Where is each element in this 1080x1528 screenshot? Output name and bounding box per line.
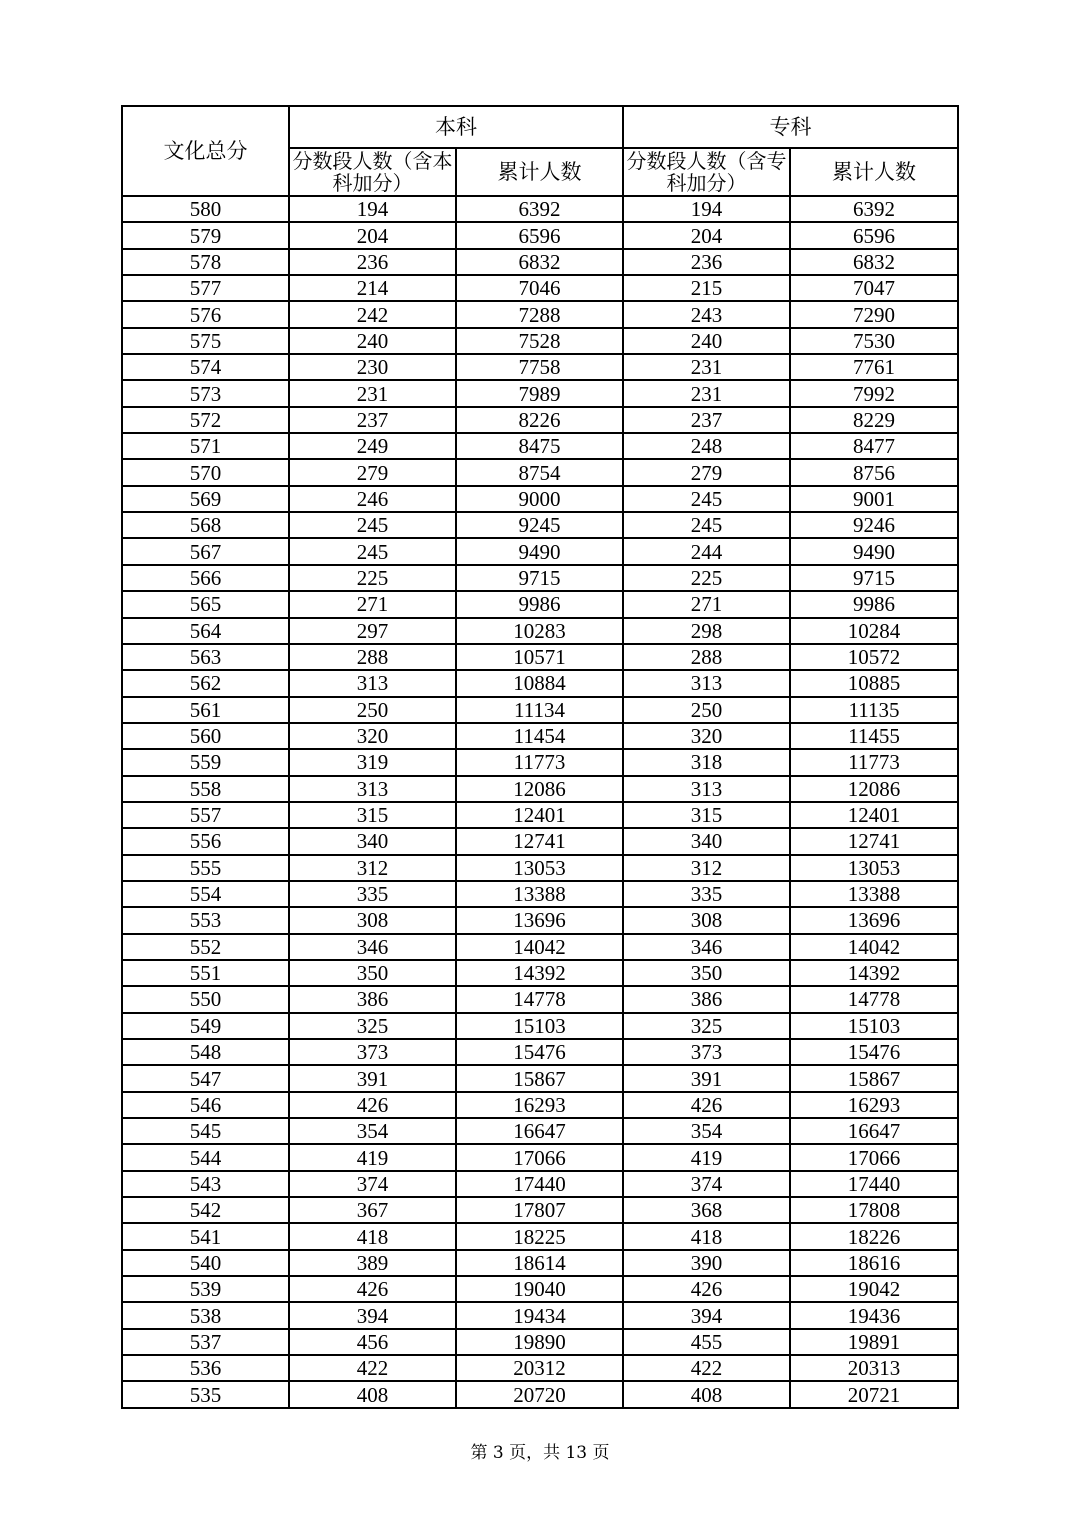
- table-row: [122, 1144, 958, 1170]
- page-footer: 第 3 页，共 13 页: [470, 1443, 610, 1463]
- cell-total-score: 557: [122, 802, 289, 828]
- cell-undergrad-cumulative: 9490: [456, 538, 623, 564]
- cell-undergrad-cumulative: 19040: [456, 1276, 623, 1302]
- cell-junior-cumulative: 8756: [790, 459, 958, 485]
- cell-junior-cumulative: 7047: [790, 275, 958, 301]
- cell-junior-cumulative: 7290: [790, 301, 958, 327]
- cell-undergrad-cumulative: 11454: [456, 723, 623, 749]
- cell-junior-segment: 288: [623, 644, 790, 670]
- cell-junior-cumulative: 7530: [790, 328, 958, 354]
- cell-junior-segment: 215: [623, 275, 790, 301]
- cell-undergrad-segment: 236: [289, 249, 456, 275]
- cell-junior-cumulative: 18616: [790, 1250, 958, 1276]
- cell-junior-segment: 245: [623, 486, 790, 512]
- cell-undergrad-cumulative: 14392: [456, 960, 623, 986]
- cell-junior-cumulative: 17808: [790, 1197, 958, 1223]
- cell-undergrad-segment: 297: [289, 618, 456, 644]
- cell-total-score: 574: [122, 354, 289, 380]
- cell-undergrad-cumulative: 11773: [456, 749, 623, 775]
- cell-undergrad-cumulative: 11134: [456, 697, 623, 723]
- cell-junior-cumulative: 18226: [790, 1223, 958, 1249]
- cell-junior-segment: 418: [623, 1223, 790, 1249]
- cell-junior-cumulative: 14042: [790, 934, 958, 960]
- cell-junior-segment: 231: [623, 354, 790, 380]
- cell-total-score: 537: [122, 1329, 289, 1355]
- cell-total-score: 549: [122, 1013, 289, 1039]
- cell-junior-segment: 422: [623, 1355, 790, 1381]
- table-row: [122, 855, 958, 881]
- table-row: [122, 196, 958, 222]
- table-row: [122, 1223, 958, 1249]
- cell-junior-cumulative: 9246: [790, 512, 958, 538]
- cell-undergrad-segment: 242: [289, 301, 456, 327]
- cell-junior-cumulative: 17066: [790, 1144, 958, 1170]
- cell-junior-segment: 237: [623, 407, 790, 433]
- cell-undergrad-segment: 325: [289, 1013, 456, 1039]
- cell-junior-segment: 313: [623, 776, 790, 802]
- cell-undergrad-cumulative: 17066: [456, 1144, 623, 1170]
- cell-junior-segment: 455: [623, 1329, 790, 1355]
- cell-total-score: 572: [122, 407, 289, 433]
- cell-junior-segment: 244: [623, 538, 790, 564]
- cell-undergrad-segment: 367: [289, 1197, 456, 1223]
- cell-junior-cumulative: 14778: [790, 986, 958, 1012]
- cell-total-score: 545: [122, 1118, 289, 1144]
- cell-undergrad-cumulative: 17807: [456, 1197, 623, 1223]
- cell-junior-cumulative: 19436: [790, 1302, 958, 1328]
- cell-junior-segment: 354: [623, 1118, 790, 1144]
- cell-undergrad-cumulative: 20312: [456, 1355, 623, 1381]
- cell-junior-segment: 313: [623, 670, 790, 696]
- table-row: [122, 776, 958, 802]
- table-row: [122, 1381, 958, 1407]
- table-row: [122, 1302, 958, 1328]
- cell-total-score: 570: [122, 459, 289, 485]
- table-row: [122, 697, 958, 723]
- cell-total-score: 560: [122, 723, 289, 749]
- cell-total-score: 554: [122, 881, 289, 907]
- cell-total-score: 553: [122, 907, 289, 933]
- table-row: [122, 749, 958, 775]
- cell-undergrad-segment: 319: [289, 749, 456, 775]
- cell-undergrad-segment: 386: [289, 986, 456, 1012]
- cell-total-score: 568: [122, 512, 289, 538]
- cell-junior-cumulative: 6596: [790, 222, 958, 248]
- cell-undergrad-segment: 225: [289, 565, 456, 591]
- cell-total-score: 551: [122, 960, 289, 986]
- cell-undergrad-segment: 313: [289, 670, 456, 696]
- cell-undergrad-segment: 312: [289, 855, 456, 881]
- cell-undergrad-cumulative: 15476: [456, 1039, 623, 1065]
- cell-undergrad-segment: 245: [289, 512, 456, 538]
- cell-total-score: 575: [122, 328, 289, 354]
- cell-undergrad-cumulative: 7046: [456, 275, 623, 301]
- table-row: [122, 591, 958, 617]
- cell-junior-cumulative: 8229: [790, 407, 958, 433]
- table-row: [122, 538, 958, 564]
- cell-undergrad-segment: 418: [289, 1223, 456, 1249]
- cell-junior-cumulative: 16293: [790, 1092, 958, 1118]
- cell-junior-cumulative: 6392: [790, 196, 958, 222]
- table-row: [122, 1355, 958, 1381]
- table-row: [122, 986, 958, 1012]
- cell-total-score: 566: [122, 565, 289, 591]
- cell-junior-segment: 315: [623, 802, 790, 828]
- cell-junior-cumulative: 19042: [790, 1276, 958, 1302]
- cell-undergrad-cumulative: 8754: [456, 459, 623, 485]
- cell-junior-segment: 390: [623, 1250, 790, 1276]
- table-row: [122, 433, 958, 459]
- cell-junior-segment: 279: [623, 459, 790, 485]
- cell-junior-segment: 308: [623, 907, 790, 933]
- table-row: [122, 618, 958, 644]
- cell-undergrad-segment: 214: [289, 275, 456, 301]
- cell-junior-cumulative: 7992: [790, 380, 958, 406]
- cell-total-score: 543: [122, 1171, 289, 1197]
- table-row: [122, 1092, 958, 1118]
- cell-junior-segment: 245: [623, 512, 790, 538]
- table-row: [122, 1276, 958, 1302]
- table-row: [122, 222, 958, 248]
- cell-junior-cumulative: 12401: [790, 802, 958, 828]
- cell-junior-cumulative: 11135: [790, 697, 958, 723]
- cell-undergrad-cumulative: 19890: [456, 1329, 623, 1355]
- table-row: [122, 512, 958, 538]
- header-undergrad-cumulative: 累计人数: [456, 148, 623, 196]
- cell-total-score: 579: [122, 222, 289, 248]
- cell-undergrad-segment: 419: [289, 1144, 456, 1170]
- cell-total-score: 539: [122, 1276, 289, 1302]
- cell-junior-cumulative: 15103: [790, 1013, 958, 1039]
- cell-undergrad-cumulative: 7989: [456, 380, 623, 406]
- cell-junior-segment: 248: [623, 433, 790, 459]
- cell-undergrad-cumulative: 9245: [456, 512, 623, 538]
- cell-junior-segment: 194: [623, 196, 790, 222]
- cell-total-score: 535: [122, 1381, 289, 1407]
- table-row: [122, 407, 958, 433]
- cell-junior-segment: 391: [623, 1065, 790, 1091]
- cell-total-score: 565: [122, 591, 289, 617]
- cell-total-score: 540: [122, 1250, 289, 1276]
- cell-junior-cumulative: 7761: [790, 354, 958, 380]
- cell-total-score: 561: [122, 697, 289, 723]
- cell-junior-segment: 243: [623, 301, 790, 327]
- table-row: [122, 1013, 958, 1039]
- cell-junior-cumulative: 11773: [790, 749, 958, 775]
- cell-undergrad-cumulative: 14042: [456, 934, 623, 960]
- cell-junior-segment: 350: [623, 960, 790, 986]
- cell-undergrad-segment: 230: [289, 354, 456, 380]
- table-row: [122, 1039, 958, 1065]
- cell-junior-cumulative: 12086: [790, 776, 958, 802]
- cell-junior-segment: 225: [623, 565, 790, 591]
- cell-junior-segment: 386: [623, 986, 790, 1012]
- table-row: [122, 1197, 958, 1223]
- cell-undergrad-segment: 426: [289, 1092, 456, 1118]
- cell-junior-cumulative: 15476: [790, 1039, 958, 1065]
- cell-undergrad-cumulative: 7288: [456, 301, 623, 327]
- cell-undergrad-segment: 313: [289, 776, 456, 802]
- cell-junior-segment: 426: [623, 1092, 790, 1118]
- table-row: [122, 328, 958, 354]
- cell-undergrad-cumulative: 18225: [456, 1223, 623, 1249]
- cell-total-score: 541: [122, 1223, 289, 1249]
- cell-undergrad-segment: 340: [289, 828, 456, 854]
- cell-undergrad-segment: 456: [289, 1329, 456, 1355]
- cell-undergrad-segment: 426: [289, 1276, 456, 1302]
- cell-junior-segment: 240: [623, 328, 790, 354]
- table-row: [122, 828, 958, 854]
- cell-junior-segment: 271: [623, 591, 790, 617]
- cell-undergrad-segment: 231: [289, 380, 456, 406]
- cell-undergrad-cumulative: 10283: [456, 618, 623, 644]
- table-row: [122, 644, 958, 670]
- cell-junior-cumulative: 10885: [790, 670, 958, 696]
- cell-total-score: 580: [122, 196, 289, 222]
- cell-total-score: 576: [122, 301, 289, 327]
- table-row: [122, 802, 958, 828]
- table-row: [122, 1329, 958, 1355]
- cell-undergrad-segment: 422: [289, 1355, 456, 1381]
- cell-undergrad-cumulative: 7758: [456, 354, 623, 380]
- header-undergrad-segment: 分数段人数（含本科加分）: [289, 148, 456, 196]
- table-row: [122, 301, 958, 327]
- cell-undergrad-segment: 354: [289, 1118, 456, 1144]
- cell-junior-cumulative: 10572: [790, 644, 958, 670]
- cell-undergrad-cumulative: 9000: [456, 486, 623, 512]
- cell-undergrad-cumulative: 12401: [456, 802, 623, 828]
- cell-junior-cumulative: 8477: [790, 433, 958, 459]
- cell-total-score: 558: [122, 776, 289, 802]
- cell-junior-segment: 374: [623, 1171, 790, 1197]
- score-distribution-table: [121, 105, 959, 1409]
- table-row: [122, 565, 958, 591]
- cell-undergrad-cumulative: 14778: [456, 986, 623, 1012]
- cell-junior-cumulative: 13388: [790, 881, 958, 907]
- cell-undergrad-segment: 245: [289, 538, 456, 564]
- cell-undergrad-segment: 204: [289, 222, 456, 248]
- cell-undergrad-cumulative: 7528: [456, 328, 623, 354]
- cell-junior-cumulative: 20313: [790, 1355, 958, 1381]
- table-row: [122, 1118, 958, 1144]
- cell-junior-cumulative: 9715: [790, 565, 958, 591]
- cell-undergrad-cumulative: 13696: [456, 907, 623, 933]
- table-body: [122, 196, 958, 1408]
- cell-undergrad-cumulative: 19434: [456, 1302, 623, 1328]
- cell-junior-cumulative: 10284: [790, 618, 958, 644]
- cell-junior-cumulative: 19891: [790, 1329, 958, 1355]
- cell-junior-segment: 318: [623, 749, 790, 775]
- cell-junior-segment: 340: [623, 828, 790, 854]
- cell-total-score: 546: [122, 1092, 289, 1118]
- table-row: [122, 934, 958, 960]
- cell-undergrad-segment: 350: [289, 960, 456, 986]
- cell-junior-cumulative: 16647: [790, 1118, 958, 1144]
- cell-total-score: 562: [122, 670, 289, 696]
- cell-junior-segment: 250: [623, 697, 790, 723]
- cell-total-score: 547: [122, 1065, 289, 1091]
- table-row: [122, 275, 958, 301]
- cell-undergrad-cumulative: 12741: [456, 828, 623, 854]
- cell-junior-segment: 419: [623, 1144, 790, 1170]
- cell-undergrad-cumulative: 17440: [456, 1171, 623, 1197]
- cell-total-score: 564: [122, 618, 289, 644]
- table-row: [122, 354, 958, 380]
- cell-undergrad-segment: 288: [289, 644, 456, 670]
- table-row: [122, 723, 958, 749]
- cell-undergrad-cumulative: 8475: [456, 433, 623, 459]
- cell-undergrad-cumulative: 13053: [456, 855, 623, 881]
- cell-total-score: 559: [122, 749, 289, 775]
- cell-junior-cumulative: 15867: [790, 1065, 958, 1091]
- cell-junior-segment: 236: [623, 249, 790, 275]
- cell-undergrad-segment: 394: [289, 1302, 456, 1328]
- header-junior-segment: 分数段人数（含专科加分）: [623, 148, 790, 196]
- cell-junior-segment: 368: [623, 1197, 790, 1223]
- cell-junior-segment: 335: [623, 881, 790, 907]
- table-row: [122, 881, 958, 907]
- cell-undergrad-segment: 346: [289, 934, 456, 960]
- cell-undergrad-segment: 315: [289, 802, 456, 828]
- cell-undergrad-cumulative: 18614: [456, 1250, 623, 1276]
- cell-total-score: 563: [122, 644, 289, 670]
- table-row: [122, 670, 958, 696]
- cell-undergrad-segment: 408: [289, 1381, 456, 1407]
- cell-undergrad-cumulative: 20720: [456, 1381, 623, 1407]
- cell-undergrad-segment: 335: [289, 881, 456, 907]
- cell-undergrad-segment: 246: [289, 486, 456, 512]
- cell-undergrad-cumulative: 6392: [456, 196, 623, 222]
- cell-undergrad-cumulative: 6832: [456, 249, 623, 275]
- cell-total-score: 552: [122, 934, 289, 960]
- cell-junior-cumulative: 14392: [790, 960, 958, 986]
- cell-total-score: 542: [122, 1197, 289, 1223]
- cell-undergrad-cumulative: 12086: [456, 776, 623, 802]
- cell-undergrad-segment: 374: [289, 1171, 456, 1197]
- cell-junior-cumulative: 13696: [790, 907, 958, 933]
- table-row: [122, 1171, 958, 1197]
- cell-total-score: 578: [122, 249, 289, 275]
- cell-junior-segment: 320: [623, 723, 790, 749]
- cell-junior-cumulative: 20721: [790, 1381, 958, 1407]
- cell-undergrad-segment: 250: [289, 697, 456, 723]
- header-undergrad: 本科: [289, 106, 623, 148]
- cell-undergrad-segment: 249: [289, 433, 456, 459]
- cell-total-score: 573: [122, 380, 289, 406]
- cell-junior-segment: 204: [623, 222, 790, 248]
- table-row: [122, 486, 958, 512]
- table-row: [122, 249, 958, 275]
- cell-total-score: 555: [122, 855, 289, 881]
- cell-undergrad-cumulative: 13388: [456, 881, 623, 907]
- cell-undergrad-cumulative: 10884: [456, 670, 623, 696]
- cell-total-score: 538: [122, 1302, 289, 1328]
- cell-total-score: 567: [122, 538, 289, 564]
- cell-junior-cumulative: 13053: [790, 855, 958, 881]
- cell-undergrad-cumulative: 9715: [456, 565, 623, 591]
- cell-undergrad-segment: 391: [289, 1065, 456, 1091]
- cell-total-score: 569: [122, 486, 289, 512]
- cell-junior-cumulative: 9001: [790, 486, 958, 512]
- cell-total-score: 548: [122, 1039, 289, 1065]
- cell-junior-segment: 312: [623, 855, 790, 881]
- table-row: [122, 960, 958, 986]
- cell-undergrad-cumulative: 16647: [456, 1118, 623, 1144]
- cell-junior-segment: 408: [623, 1381, 790, 1407]
- cell-undergrad-segment: 320: [289, 723, 456, 749]
- cell-undergrad-segment: 308: [289, 907, 456, 933]
- table-row: [122, 1065, 958, 1091]
- cell-total-score: 571: [122, 433, 289, 459]
- table-row: [122, 907, 958, 933]
- cell-undergrad-cumulative: 16293: [456, 1092, 623, 1118]
- cell-undergrad-cumulative: 15867: [456, 1065, 623, 1091]
- cell-undergrad-segment: 240: [289, 328, 456, 354]
- cell-total-score: 556: [122, 828, 289, 854]
- cell-total-score: 577: [122, 275, 289, 301]
- header-junior: 专科: [623, 106, 958, 148]
- cell-undergrad-segment: 389: [289, 1250, 456, 1276]
- cell-junior-segment: 373: [623, 1039, 790, 1065]
- cell-undergrad-segment: 237: [289, 407, 456, 433]
- cell-junior-segment: 394: [623, 1302, 790, 1328]
- cell-junior-cumulative: 11455: [790, 723, 958, 749]
- cell-undergrad-cumulative: 15103: [456, 1013, 623, 1039]
- cell-junior-segment: 298: [623, 618, 790, 644]
- cell-junior-cumulative: 17440: [790, 1171, 958, 1197]
- cell-junior-segment: 231: [623, 380, 790, 406]
- cell-undergrad-cumulative: 8226: [456, 407, 623, 433]
- cell-junior-segment: 426: [623, 1276, 790, 1302]
- cell-junior-cumulative: 12741: [790, 828, 958, 854]
- cell-undergrad-segment: 194: [289, 196, 456, 222]
- cell-junior-cumulative: 9490: [790, 538, 958, 564]
- cell-undergrad-segment: 279: [289, 459, 456, 485]
- cell-junior-cumulative: 9986: [790, 591, 958, 617]
- table-row: [122, 459, 958, 485]
- table-row: [122, 1250, 958, 1276]
- cell-undergrad-cumulative: 10571: [456, 644, 623, 670]
- cell-undergrad-segment: 373: [289, 1039, 456, 1065]
- table-row: [122, 380, 958, 406]
- header-junior-cumulative: 累计人数: [790, 148, 958, 196]
- cell-junior-segment: 325: [623, 1013, 790, 1039]
- cell-total-score: 536: [122, 1355, 289, 1381]
- cell-undergrad-cumulative: 6596: [456, 222, 623, 248]
- header-total-score: 文化总分: [122, 106, 289, 196]
- cell-undergrad-cumulative: 9986: [456, 591, 623, 617]
- cell-total-score: 544: [122, 1144, 289, 1170]
- cell-total-score: 550: [122, 986, 289, 1012]
- cell-junior-segment: 346: [623, 934, 790, 960]
- cell-junior-cumulative: 6832: [790, 249, 958, 275]
- cell-undergrad-segment: 271: [289, 591, 456, 617]
